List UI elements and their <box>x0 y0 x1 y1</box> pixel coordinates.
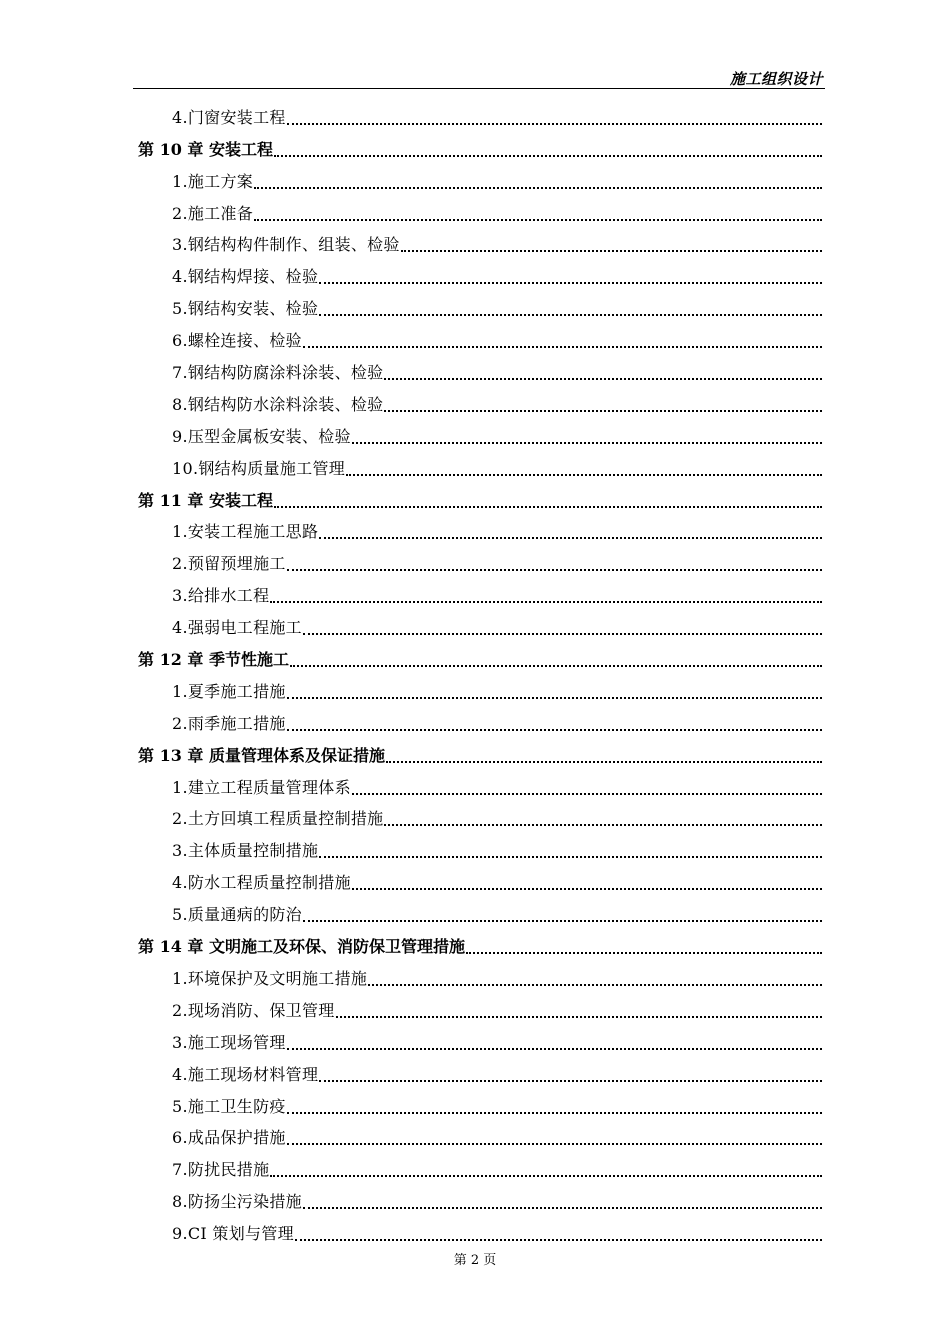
toc-item-label: 5.钢结构安装、检验 <box>172 299 319 319</box>
toc-item-row[interactable] <box>0 576 822 608</box>
dot-leader <box>287 697 822 699</box>
dot-leader <box>303 633 822 635</box>
toc-item-label: 2.预留预埋施工 <box>172 554 286 574</box>
toc-item-row[interactable] <box>0 895 822 927</box>
toc-item-label: 3.钢结构构件制作、组装、检验 <box>172 235 400 255</box>
toc-item-label: 3.主体质量控制措施 <box>172 841 319 861</box>
toc-chapter-row[interactable] <box>0 927 822 959</box>
page-number: 第 2 页 <box>453 1253 497 1268</box>
dot-leader <box>319 282 822 284</box>
toc-item-row[interactable] <box>0 863 822 895</box>
toc-item-row[interactable] <box>0 991 822 1023</box>
dot-leader <box>303 1207 822 1209</box>
toc-item-row[interactable] <box>0 1182 822 1214</box>
toc-item-label: 5.施工卫生防疫 <box>172 1096 286 1116</box>
toc-chapter-label: 第 11 章 安装工程 <box>138 490 273 510</box>
toc-item-row[interactable] <box>0 1150 822 1182</box>
toc-item-row[interactable] <box>0 1214 822 1246</box>
dot-leader <box>384 824 822 826</box>
toc-item-label: 2.施工准备 <box>172 203 254 223</box>
dot-leader <box>274 506 822 508</box>
header-title: 施工组织设计 <box>729 70 823 88</box>
dot-leader <box>287 569 822 571</box>
toc-item-row[interactable] <box>0 1087 822 1119</box>
toc-item-row[interactable] <box>0 1055 822 1087</box>
toc-chapter-label: 第 13 章 质量管理体系及保证措施 <box>138 745 385 765</box>
toc-item-label: 2.现场消防、保卫管理 <box>172 1000 335 1020</box>
toc-item-row[interactable] <box>0 513 822 545</box>
dot-leader <box>319 1080 822 1082</box>
toc-item-label: 7.防扰民措施 <box>172 1160 270 1180</box>
toc-item-label: 2.雨季施工措施 <box>172 713 286 733</box>
dot-leader <box>290 665 822 667</box>
toc-item-label: 4.钢结构焊接、检验 <box>172 267 319 287</box>
dot-leader <box>319 537 822 539</box>
toc-item-label: 3.给排水工程 <box>172 586 270 606</box>
toc-item-row[interactable] <box>0 544 822 576</box>
dot-leader <box>287 123 822 125</box>
toc-item-row[interactable] <box>0 98 822 130</box>
toc-item-label: 2.土方回填工程质量控制措施 <box>172 809 384 829</box>
dot-leader <box>346 474 822 476</box>
toc-item-label: 1.环境保护及文明施工措施 <box>172 968 368 988</box>
table-of-contents <box>0 98 950 1246</box>
dot-leader <box>384 410 822 412</box>
toc-item-label: 4.防水工程质量控制措施 <box>172 873 351 893</box>
toc-item-label: 10.钢结构质量施工管理 <box>172 458 346 478</box>
toc-chapter-row[interactable] <box>0 481 822 513</box>
toc-item-label: 1.夏季施工措施 <box>172 681 286 701</box>
toc-item-row[interactable] <box>0 672 822 704</box>
toc-item-row[interactable] <box>0 1023 822 1055</box>
toc-item-label: 9.压型金属板安装、检验 <box>172 426 351 446</box>
toc-item-label: 7.钢结构防腐涂料涂装、检验 <box>172 363 384 383</box>
dot-leader <box>352 888 822 890</box>
toc-item-row[interactable] <box>0 194 822 226</box>
dot-leader <box>384 378 822 380</box>
toc-chapter-row[interactable] <box>0 736 822 768</box>
toc-item-row[interactable] <box>0 417 822 449</box>
toc-item-label: 8.钢结构防水涂料涂装、检验 <box>172 394 384 414</box>
toc-item-label: 4.施工现场材料管理 <box>172 1064 319 1084</box>
dot-leader <box>303 920 822 922</box>
toc-chapter-label: 第 12 章 季节性施工 <box>138 650 289 670</box>
toc-item-label: 1.建立工程质量管理体系 <box>172 777 351 797</box>
toc-item-label: 6.成品保护措施 <box>172 1128 286 1148</box>
toc-item-row[interactable] <box>0 257 822 289</box>
dot-leader <box>270 1175 822 1177</box>
dot-leader <box>368 984 822 986</box>
dot-leader <box>303 346 822 348</box>
toc-chapter-row[interactable] <box>0 130 822 162</box>
toc-item-row[interactable] <box>0 959 822 991</box>
dot-leader <box>270 601 822 603</box>
dot-leader <box>466 952 822 954</box>
toc-item-row[interactable] <box>0 289 822 321</box>
dot-leader <box>386 761 822 763</box>
toc-item-label: 1.安装工程施工思路 <box>172 522 319 542</box>
dot-leader <box>287 1143 822 1145</box>
dot-leader <box>319 856 822 858</box>
dot-leader <box>295 1239 822 1241</box>
dot-leader <box>287 1112 822 1114</box>
dot-leader <box>319 314 822 316</box>
toc-item-row[interactable] <box>0 353 822 385</box>
toc-chapter-label: 第 14 章 文明施工及环保、消防保卫管理措施 <box>138 937 465 957</box>
page-header <box>133 68 825 89</box>
toc-item-label: 6.螺栓连接、检验 <box>172 331 302 351</box>
dot-leader <box>274 155 822 157</box>
dot-leader <box>352 793 822 795</box>
toc-item-label: 4.门窗安装工程 <box>172 107 286 127</box>
dot-leader <box>254 187 822 189</box>
toc-item-row[interactable] <box>0 608 822 640</box>
toc-item-row[interactable] <box>0 385 822 417</box>
toc-item-label: 1.施工方案 <box>172 171 254 191</box>
toc-item-row[interactable] <box>0 1119 822 1151</box>
toc-item-label: 8.防扬尘污染措施 <box>172 1192 302 1212</box>
toc-item-label: 9.CI 策划与管理 <box>172 1224 294 1244</box>
toc-item-row[interactable] <box>0 831 822 863</box>
toc-item-label: 4.强弱电工程施工 <box>172 618 302 638</box>
dot-leader <box>287 729 822 731</box>
toc-item-row[interactable] <box>0 768 822 800</box>
dot-leader <box>254 219 822 221</box>
toc-item-row[interactable] <box>0 449 822 481</box>
toc-item-row[interactable] <box>0 226 822 258</box>
dot-leader <box>336 1016 822 1018</box>
toc-chapter-label: 第 10 章 安装工程 <box>138 139 273 159</box>
dot-leader <box>401 250 822 252</box>
toc-item-row[interactable] <box>0 321 822 353</box>
dot-leader <box>287 1048 822 1050</box>
dot-leader <box>352 442 822 444</box>
toc-item-label: 3.施工现场管理 <box>172 1032 286 1052</box>
toc-item-row[interactable] <box>0 162 822 194</box>
toc-item-label: 5.质量通病的防治 <box>172 905 302 925</box>
toc-item-row[interactable] <box>0 704 822 736</box>
toc-item-row[interactable] <box>0 800 822 832</box>
toc-chapter-row[interactable] <box>0 640 822 672</box>
